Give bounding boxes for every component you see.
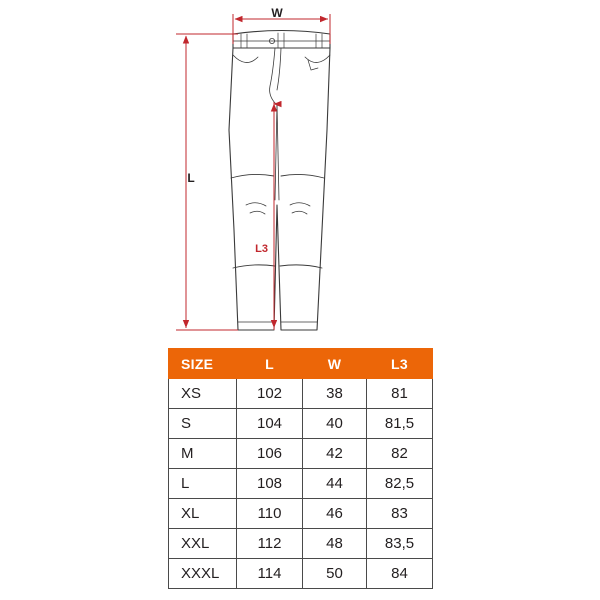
cell-w: 48 — [303, 529, 367, 559]
table-row — [169, 439, 433, 469]
cell-l: 106 — [237, 439, 303, 469]
cell-l: 110 — [237, 499, 303, 529]
cell-l: 108 — [237, 469, 303, 499]
cell-size: L — [169, 469, 237, 499]
cell-size: XXL — [169, 529, 237, 559]
dimension-l — [176, 34, 238, 330]
table-row — [169, 529, 433, 559]
table-header-size: SIZE — [169, 349, 237, 379]
cell-size: XL — [169, 499, 237, 529]
table-header-w: W — [303, 349, 367, 379]
trousers-outline — [229, 31, 330, 331]
cell-w: 44 — [303, 469, 367, 499]
table-header-l: L — [237, 349, 303, 379]
cell-l3: 83,5 — [367, 529, 433, 559]
label-w: W — [271, 6, 283, 20]
table-row — [169, 379, 433, 409]
cell-w: 42 — [303, 439, 367, 469]
cell-l3: 81 — [367, 379, 433, 409]
cell-w: 46 — [303, 499, 367, 529]
cell-l: 114 — [237, 559, 303, 589]
table-header-row — [169, 349, 433, 379]
cell-l3: 81,5 — [367, 409, 433, 439]
table-row — [169, 409, 433, 439]
cell-l3: 83 — [367, 499, 433, 529]
cell-l: 112 — [237, 529, 303, 559]
cell-w: 38 — [303, 379, 367, 409]
cell-w: 50 — [303, 559, 367, 589]
table-row — [169, 559, 433, 589]
cell-l: 104 — [237, 409, 303, 439]
table-header-l3: L3 — [367, 349, 433, 379]
cell-size: XS — [169, 379, 237, 409]
cell-l3: 84 — [367, 559, 433, 589]
cell-size: XXXL — [169, 559, 237, 589]
cell-size: S — [169, 409, 237, 439]
cell-w: 40 — [303, 409, 367, 439]
table-row — [169, 499, 433, 529]
cell-l: 102 — [237, 379, 303, 409]
cell-size: M — [169, 439, 237, 469]
label-l3: L3 — [255, 243, 268, 255]
cell-l3: 82,5 — [367, 469, 433, 499]
table-row — [169, 469, 433, 499]
cell-l3: 82 — [367, 439, 433, 469]
size-table — [168, 348, 433, 589]
label-l: L — [187, 171, 195, 185]
